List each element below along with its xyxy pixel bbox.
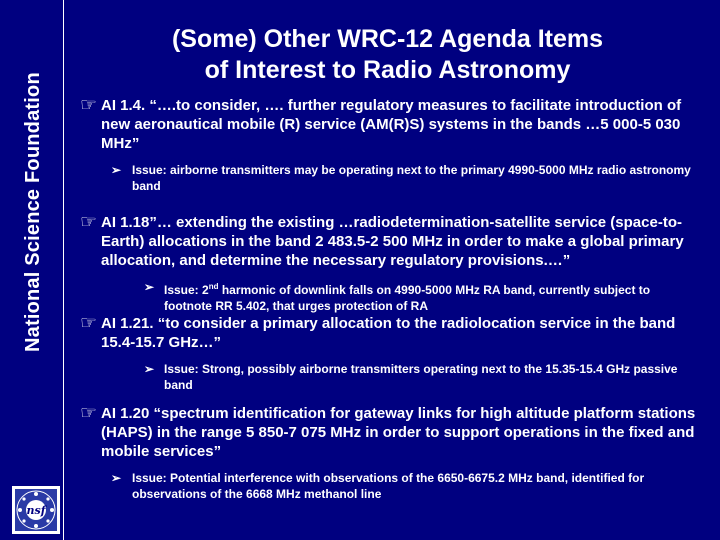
issue-row [80,470,700,502]
issue-row [80,162,700,194]
issue-row [80,279,700,314]
agenda-item-1-18 [80,213,700,314]
agenda-item-1-20 [80,404,700,502]
item-text: AI 1.18”… extending the existing …radiodetermination-satellite service (space-to-Earth) allocations in the band 2 483.5-2 500 MHz in order to make a global primary allocation, and determine the necessary regulatory provisions.…” [101,214,684,269]
pointing-hand-icon: ☞ [80,95,98,116]
pointing-hand-icon: ☞ [80,403,98,424]
agenda-item-1-21 [80,314,700,393]
sidebar-divider [63,0,64,540]
item-text: AI 1.20 “spectrum identification for gateway links for high altitude platform stations (HAPS) in the range 5 850-7 075 MHz in order to support operations in the fixed and mobile services” [101,405,696,460]
arrowhead-icon: ➢ [144,280,155,294]
arrowhead-icon: ➢ [144,362,155,376]
list-item [80,404,700,461]
title-line-1: (Some) Other WRC-12 Agenda Items [171,25,604,53]
issue-text: Issue: Strong, possibly airborne transmitters operating next to the 15.35-15.4 GHz passive band [164,362,678,392]
title-line-2: of Interest to Radio Astronomy [204,56,571,84]
pointing-hand-icon: ☞ [80,313,98,334]
agenda-item-1-4 [80,96,700,194]
issue-text: Issue: 2nd harmonic of downlink falls on 4990-5000 MHz RA band, currently subject to footnote RR 5.402, that urges protection of RA [164,282,651,313]
issue-row [80,361,700,393]
issue-text: Issue: airborne transmitters may be operating next to the primary 4990-5000 MHz radio astronomy band [132,163,691,193]
list-item [80,213,700,270]
arrowhead-icon: ➢ [111,163,122,177]
pointing-hand-icon: ☞ [80,212,98,233]
logo-text: nsf [26,504,46,517]
list-item [80,96,700,153]
nsf-logo-icon [12,486,60,534]
org-name: National Science Foundation [22,72,44,352]
list-item [80,314,700,352]
item-text: AI 1.4. “….to consider, …. further regulatory measures to facilitate introduction of new aeronautical mobile (R) service (AM(R)S) systems in the bands …5 000-5 030 MHz” [101,97,682,152]
nsf-emblem-graphic [15,489,57,531]
slide-title [120,24,655,86]
item-text: AI 1.21. “to consider a primary allocation to the radiolocation service in the band 15.4-15.7 GHz…” [101,315,676,351]
issue-text: Issue: Potential interference with observations of the 6650-6675.2 MHz band, identified for observations of the 6668 MHz methanol line [132,471,645,501]
arrowhead-icon: ➢ [111,471,122,485]
sidebar [0,0,62,540]
